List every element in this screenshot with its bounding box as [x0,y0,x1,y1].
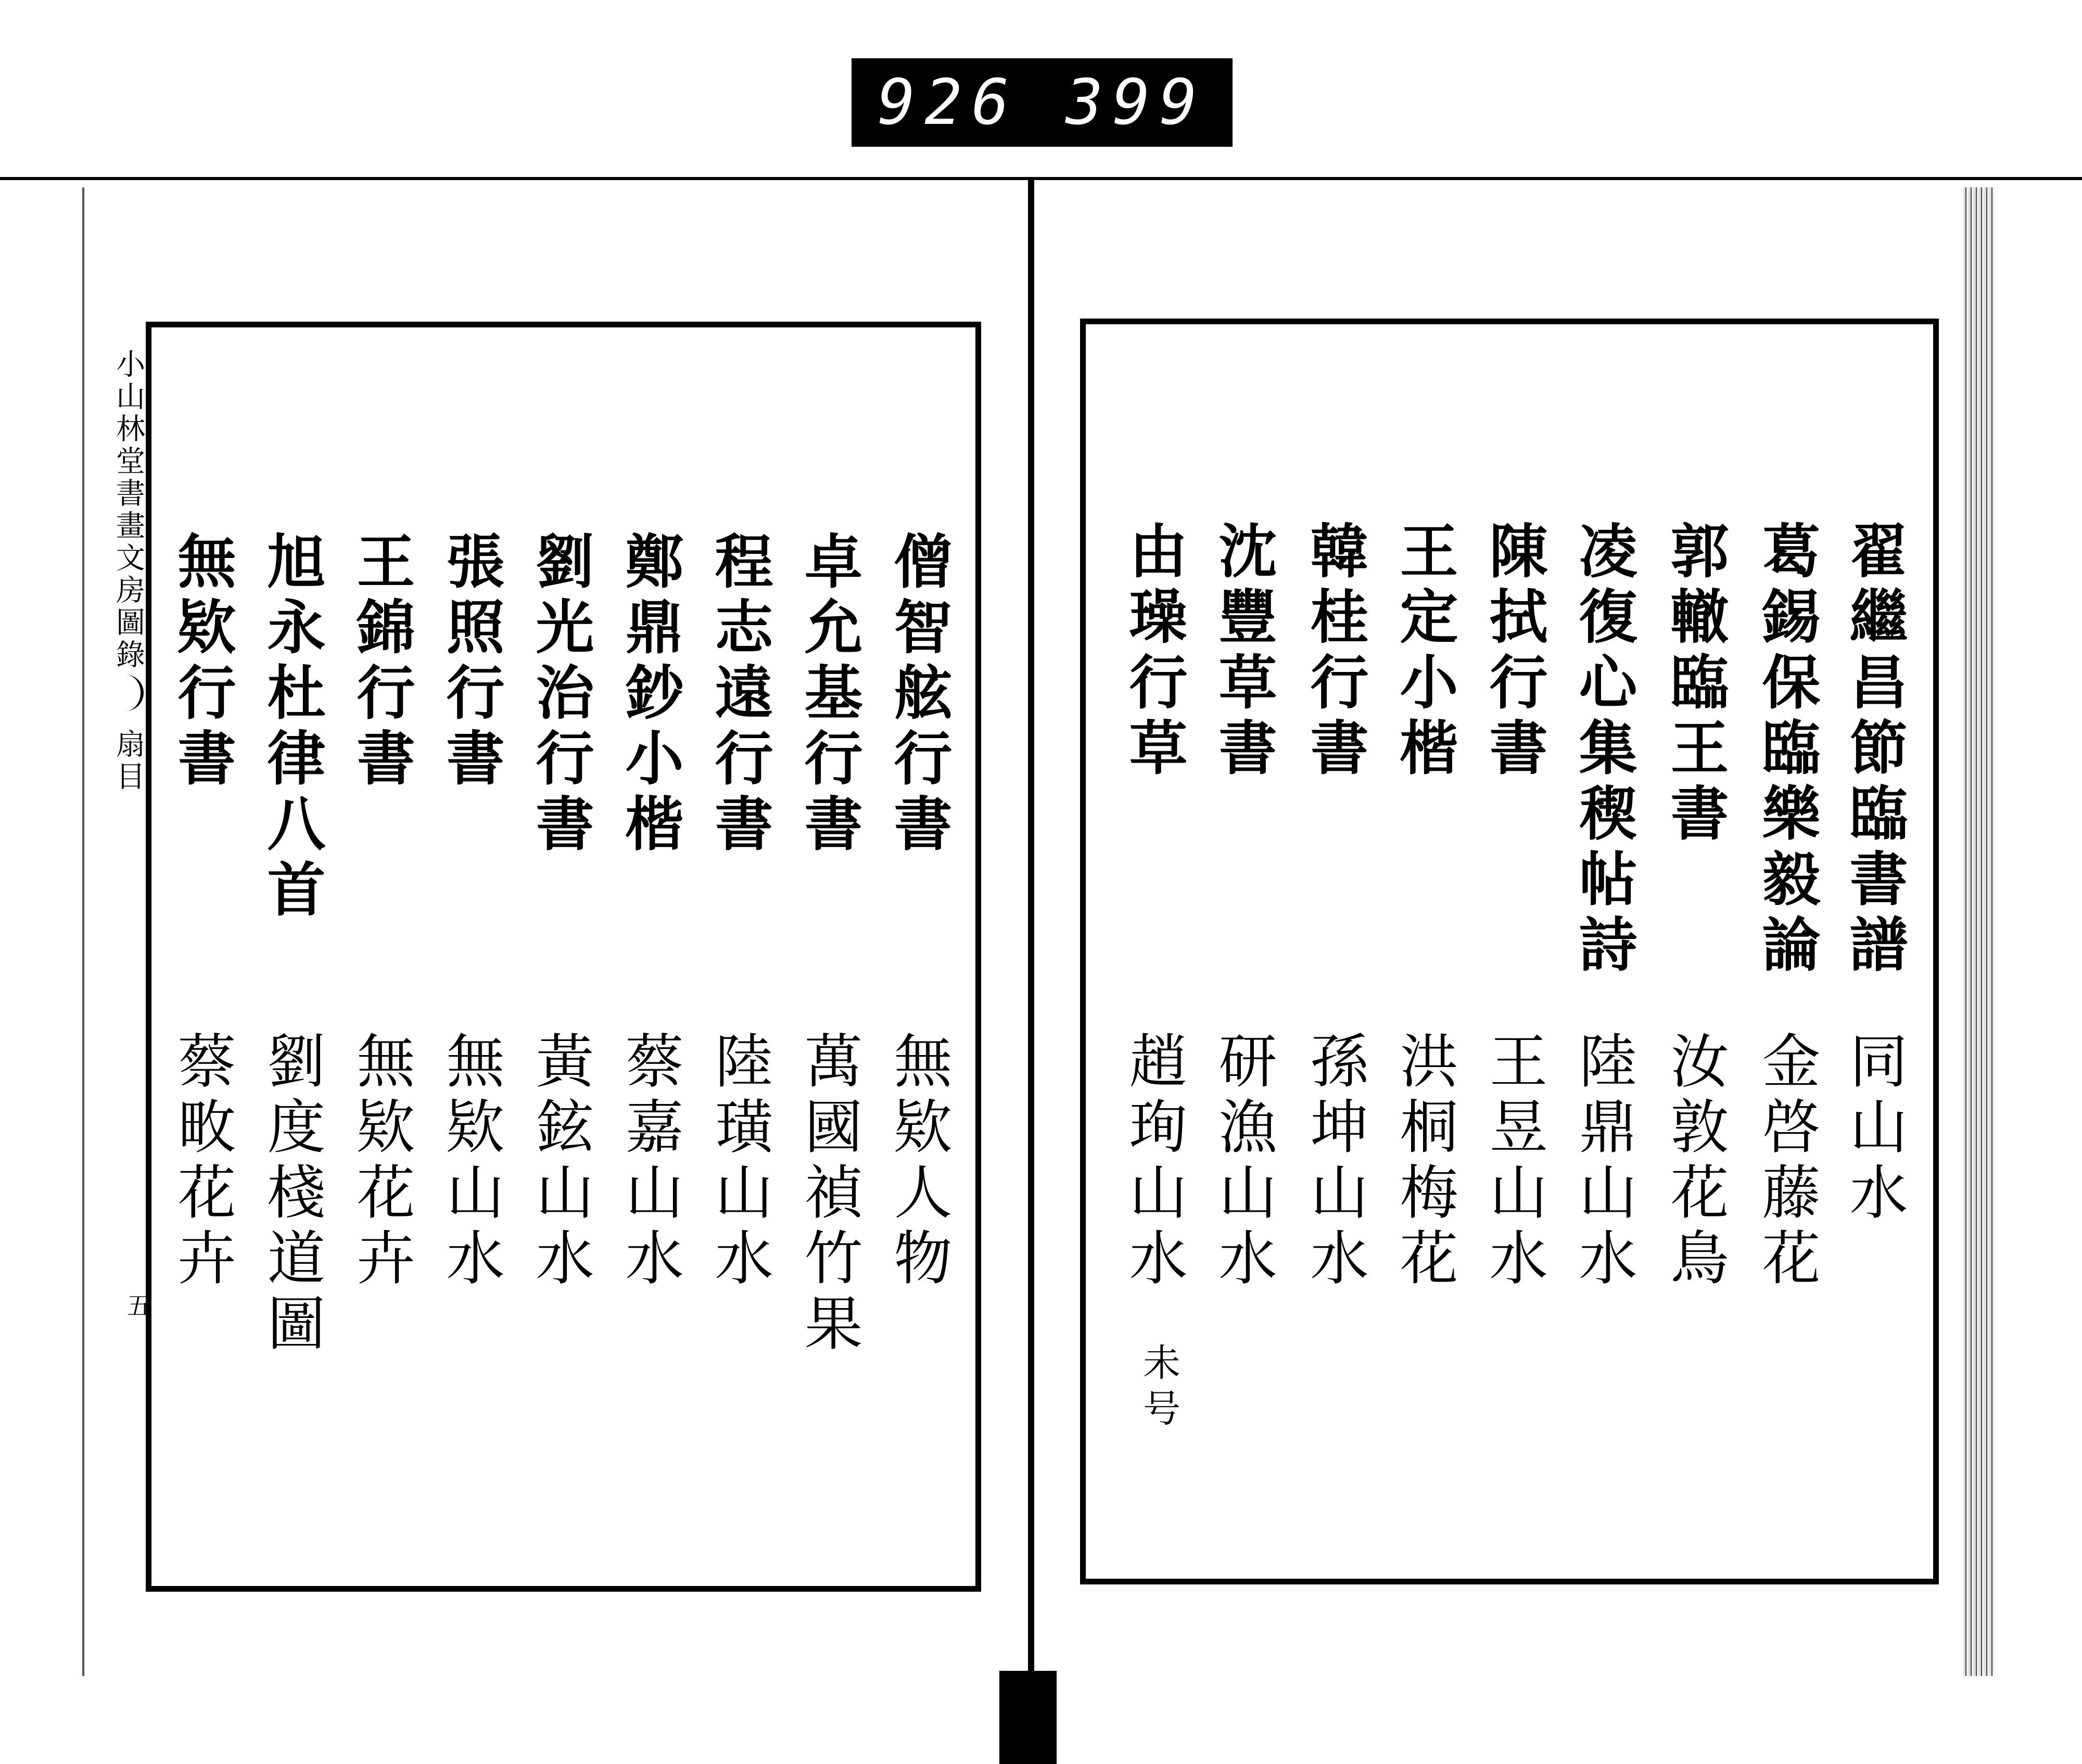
page-number: 五 [127,1291,153,1321]
margin-section: 扇目 [111,729,145,793]
entry-title: 郭轍臨王書 [1661,521,1729,848]
margin-title: 小山林堂書畫文房圖錄 [111,349,145,671]
entry-title: 卓允基行書 [795,531,863,859]
entry-subject: 無欵花卉 [347,1031,415,1293]
entry-subject: 蔡嘉山水 [616,1031,683,1293]
entry-title: 葛錫保臨樂毅論 [1753,521,1821,980]
entry-subject: 蔡畋花卉 [168,1031,236,1293]
handwritten-note: 未号 [1137,1343,1180,1435]
entry-title: 翟繼昌節臨書譜 [1840,521,1908,980]
entry-title: 程志遠行書 [705,531,773,859]
entry-subject: 洪桐梅花 [1390,1031,1458,1293]
entry-title: 張照行書 [437,531,505,793]
entry-title: 王定小楷 [1390,521,1458,783]
left-page-edge [82,187,84,1676]
left-page-frame [146,322,981,1592]
entry-title: 陳拭行書 [1480,521,1548,783]
entry-subject: 劉度棧道圖 [258,1031,325,1359]
entry-subject: 無欵人物 [884,1031,952,1293]
entry-title: 韓桂行書 [1301,521,1369,783]
entry-title: 旭永杜律八首 [258,531,326,924]
entry-title: 僧智舷行書 [884,531,953,859]
entry-title: 王錦行書 [347,531,415,793]
entry-title: 鄭鼎鈔小楷 [616,531,684,859]
entry-subject: 王昱山水 [1480,1031,1547,1293]
entry-subject: 同山水 [1840,1031,1908,1227]
entry-title: 劉光治行書 [526,531,594,859]
right-page-edge [1963,187,1995,1676]
entry-title: 由璪行草 [1120,521,1188,783]
entry-subject: 陸璜山水 [705,1031,773,1293]
entry-title: 無欵行書 [168,531,236,793]
entry-subject: 孫坤山水 [1301,1031,1368,1293]
entry-subject: 研漁山水 [1209,1031,1277,1293]
entry-title: 沈豐草書 [1209,521,1277,783]
entry-subject: 金啓藤花 [1753,1031,1820,1293]
entry-subject: 萬國禎竹果 [795,1031,862,1359]
book-spine [1028,177,1034,1764]
entry-subject: 陸鼎山水 [1569,1031,1637,1293]
entry-subject: 汝敦花鳥 [1661,1031,1729,1293]
entry-title: 凌復心集稧帖詩 [1569,521,1637,980]
entry-subject: 無欵山水 [437,1031,504,1293]
book-top-edge [0,177,2082,180]
entry-subject: 趙珣山水 [1120,1031,1187,1293]
film-frame-counter: 926 399 [852,58,1233,147]
margin-fishtail-mark [115,675,144,711]
spine-binding-block [999,1671,1057,1764]
entry-subject: 黃鉉山水 [526,1031,594,1293]
